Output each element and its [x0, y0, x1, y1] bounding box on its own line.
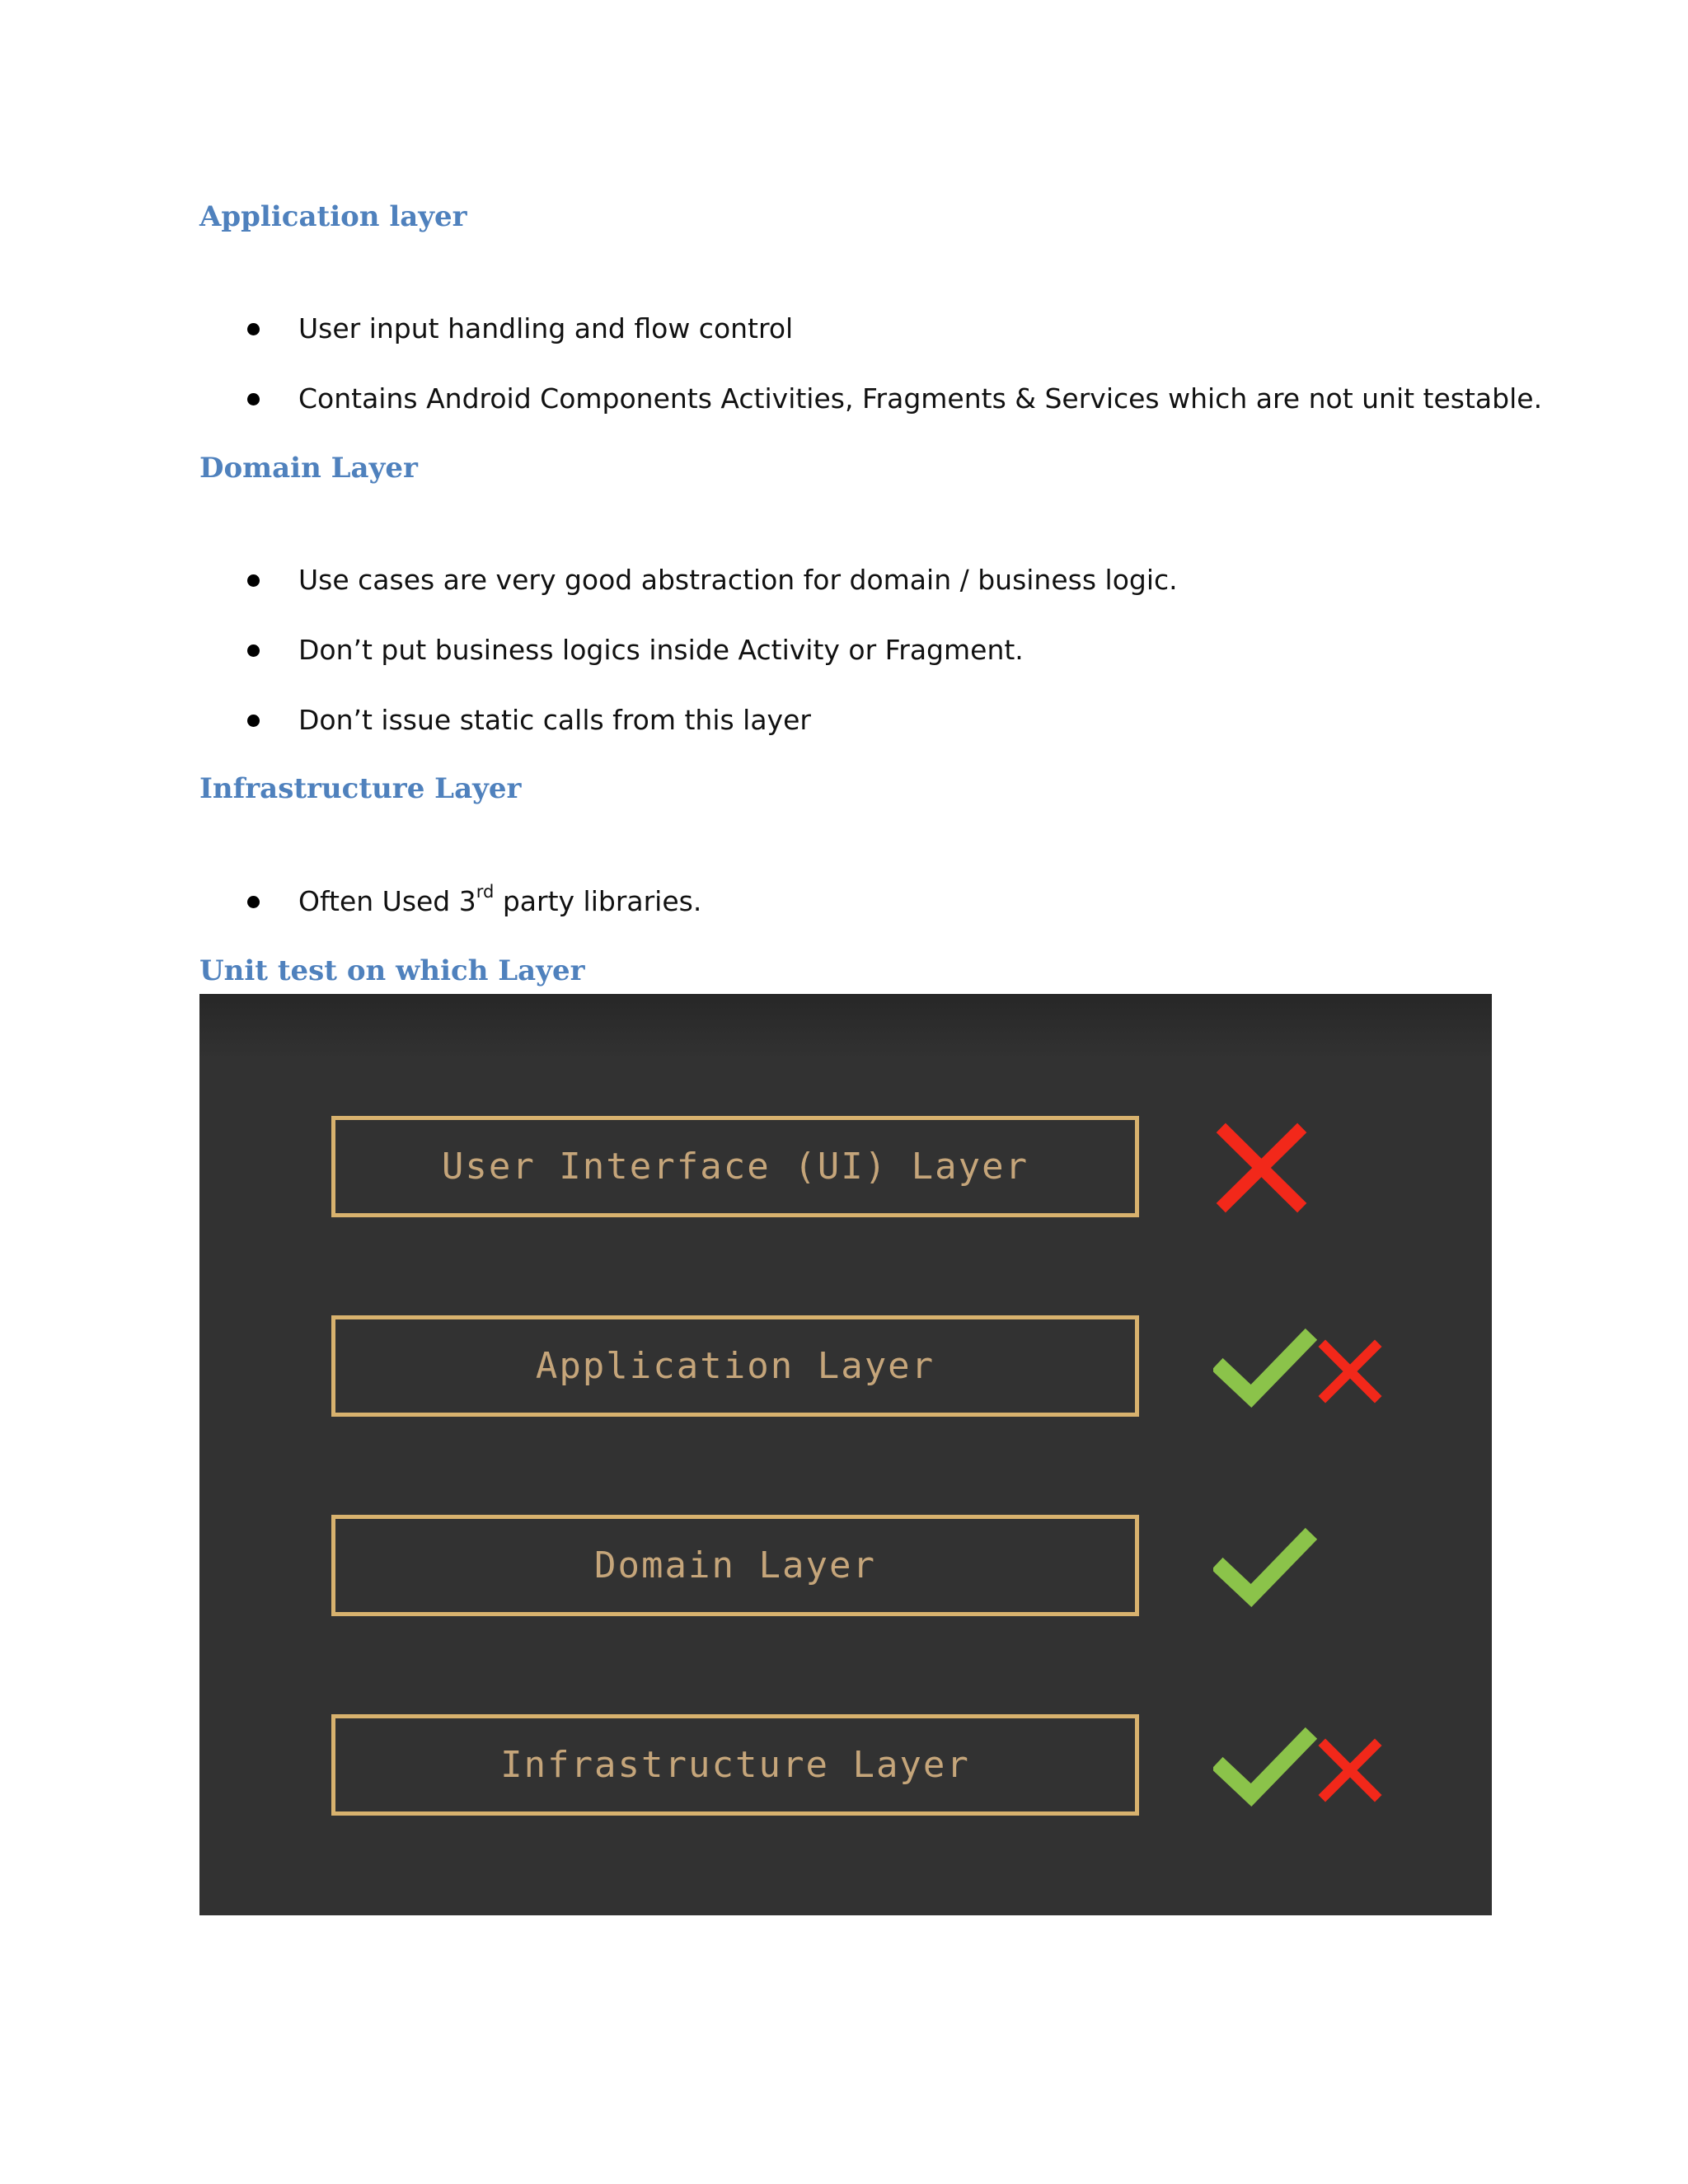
- check-icon: [1223, 1540, 1306, 1596]
- bullet-icon: [247, 715, 260, 727]
- section-heading-infrastructure: Infrastructure Layer: [199, 772, 522, 805]
- layer-box-application: [331, 1315, 1139, 1417]
- status-marks-svg: [1213, 1314, 1403, 1421]
- bullet-icon: [247, 896, 260, 908]
- bullet-icon: [247, 323, 260, 335]
- bullet-icon: [247, 393, 260, 405]
- list-item: [247, 562, 1178, 598]
- list-item-text-after: party libraries.: [494, 885, 702, 917]
- list-item: [247, 632, 1024, 668]
- status-marks-svg: [1213, 1114, 1403, 1221]
- layer-box-ui: [331, 1116, 1139, 1217]
- layer-box-infrastructure: [331, 1714, 1139, 1816]
- list-item: [247, 381, 1542, 417]
- status-marks-svg: [1213, 1713, 1403, 1820]
- superscript: rd: [476, 882, 495, 902]
- layer-label: Infrastructure Layer: [500, 1744, 970, 1786]
- list-item-text: Don’t put business logics inside Activity or Fragment.: [298, 634, 1024, 666]
- bullet-icon: [247, 644, 260, 657]
- status-marks: [1213, 1713, 1403, 1820]
- cross-icon: [1325, 1746, 1375, 1795]
- cross-icon: [1226, 1132, 1297, 1203]
- status-marks: [1213, 1114, 1403, 1221]
- list-item-text: [298, 883, 701, 920]
- bullet-icon: [247, 574, 260, 587]
- layers-figure: [199, 994, 1492, 1915]
- section-heading-application: Application layer: [199, 200, 467, 233]
- figure-shade: [199, 994, 1492, 1060]
- status-marks: [1213, 1513, 1403, 1620]
- list-item-text: User input handling and flow control: [298, 312, 794, 344]
- list-item-text-before: Often Used 3: [298, 885, 476, 917]
- check-icon: [1223, 1340, 1306, 1396]
- list-item-text: Don’t issue static calls from this layer: [298, 704, 811, 736]
- status-marks: [1213, 1314, 1403, 1421]
- check-icon: [1223, 1739, 1306, 1795]
- layer-label: User Interface (UI) Layer: [441, 1146, 1029, 1188]
- section-heading-domain: Domain Layer: [199, 452, 418, 485]
- list-item: [247, 883, 701, 920]
- list-item-text: Contains Android Components Activities, Fragments & Services which are not unit testable.: [298, 382, 1543, 415]
- list-item: [247, 311, 793, 347]
- list-item: [247, 702, 811, 738]
- list-item-text: Use cases are very good abstraction for domain / business logic.: [298, 564, 1178, 596]
- layer-box-domain: [331, 1515, 1139, 1616]
- status-marks-svg: [1213, 1513, 1403, 1620]
- layer-label: Domain Layer: [594, 1544, 876, 1586]
- cross-icon: [1325, 1347, 1375, 1396]
- section-heading-unit-test: Unit test on which Layer: [199, 954, 585, 987]
- layer-label: Application Layer: [535, 1345, 935, 1387]
